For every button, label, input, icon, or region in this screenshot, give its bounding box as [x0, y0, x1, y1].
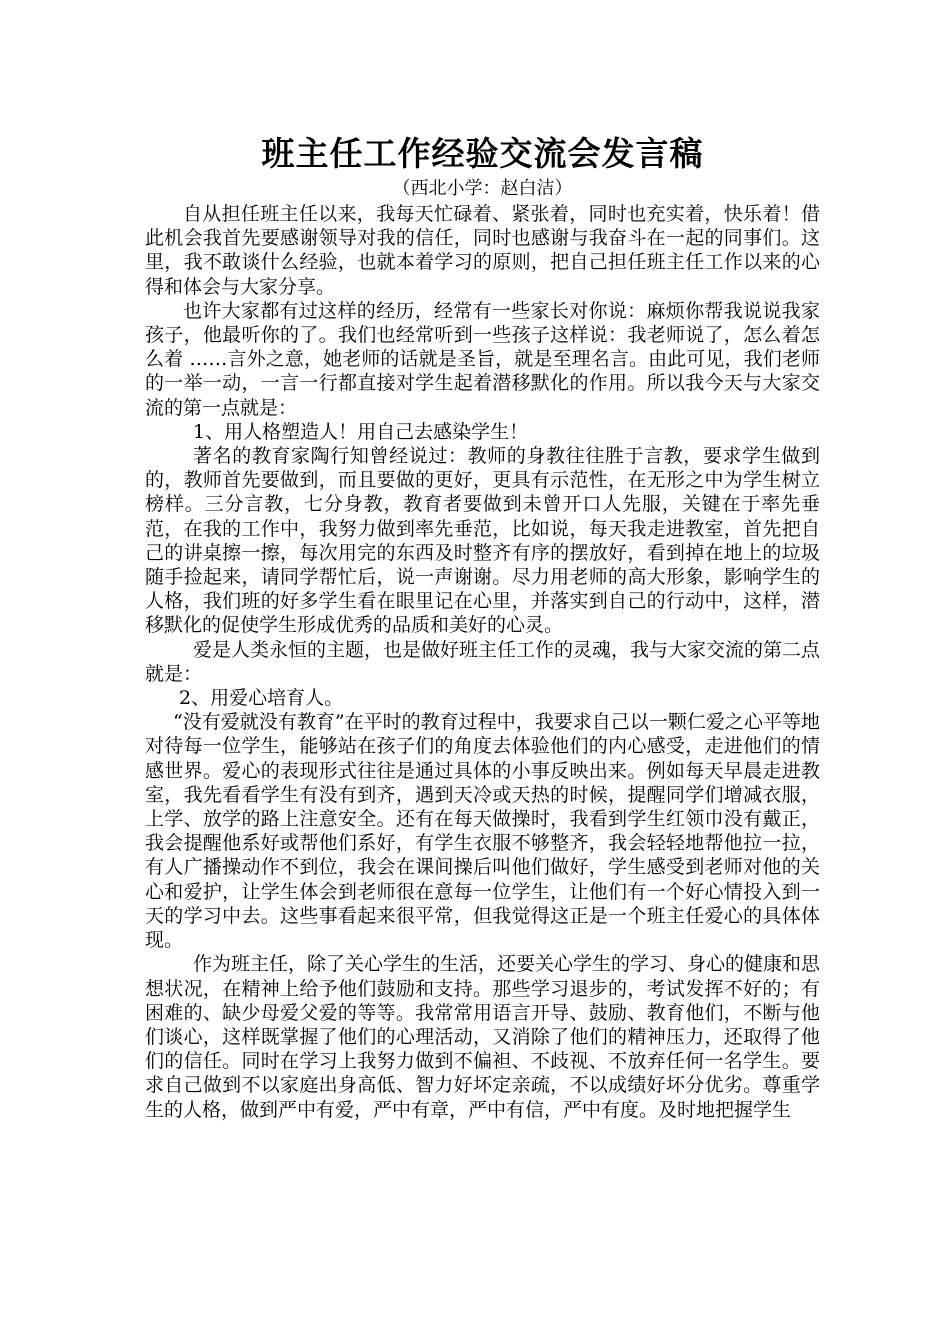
- paragraph-intro: 自从担任班主任以来，我每天忙碌着、紧张着，同时也充实着，快乐着！借此机会我首先要感谢领导对我的信任，同时也感谢与我奋斗在一起的同事们。这里，我不敢谈什么经验，也就本着学习的原则，把自己担任班主任工作以来的心得和体会与大家分享。: [145, 203, 820, 298]
- paragraph-role-model: 著名的教育家陶行知曾经说过：教师的身教往往胜于言教，要求学生做到的，教师首先要做到，而且要做的更好，更具有示范性，在无形之中为学生树立榜样。三分言教，七分身教，教育者要做到未曾开口人先服，关键在于率先垂范，在我的工作中，我努力做到率先垂范，比如说，每天我走进教室，首先把自己的讲桌擦一擦，每次用完的东西及时整齐有序的摆放好，看到掉在地上的垃圾随手捡起来，请同学帮忙后，说一声谢谢。尽力用老师的高大形象，影响学生的人格，我们班的好多学生看在眼里记在心里，并落实到自己的行动中，这样，潜移默化的促使学生形成优秀的品质和美好的心灵。: [145, 445, 820, 637]
- document-page: [145, 132, 820, 1122]
- section-heading-1: 1、用人格塑造人！用自己去感染学生！: [193, 420, 529, 443]
- paragraph-parents: 也许大家都有过这样的经历，经常有一些家长对你说：麻烦你帮我说说我家孩子，他最听你的了。我们也经常听到一些孩子这样说：我老师说了，怎么着怎么着 ……言外之意，她老师的话就是圣旨，就是至理名言。由此可见，我们老师的一举一动，一言一行都直接对学生起着潜移默化的作用。所以我今天与大家交流的第一点就是：: [145, 299, 820, 419]
- paragraph-love-theme: 爱是人类永恒的主题，也是做好班主任工作的灵魂，我与大家交流的第二点就是：: [145, 638, 821, 685]
- paragraph-love-education: “没有爱就没有教育”在平时的教育过程中，我要求自己以一颗仁爱之心平等地对待每一位学生，能够站在孩子们的角度去体验他们的内心感受，走进他们的情感世界。爱心的表现形式往往是通过具体的小事反映出来。例如每天早晨走进教室，我先看看学生有没有到齐，遇到天冷或天热的时候，提醒同学们增减衣服，上学、放学的路上注意安全。还有在每天做操时，我看到学生红领巾没有戴正，我会提醒他系好或帮他们系好，有学生衣服不够整齐，我会轻轻地帮他拉一拉，有人广播操动作不到位，我会在课间操后叫他们做好，学生感受到老师对他的关心和爱护，让学生体会到老师很在意每一位学生，让他们有一个好心情投入到一天的学习中去。这些事看起来很平常，但我觉得这正是一个班主任爱心的具体体现。: [145, 711, 820, 952]
- section-heading-2: 2、用爱心培育人。: [179, 687, 344, 710]
- document-title: 班主任工作经验交流会发言稿: [261, 134, 704, 173]
- document-subtitle: （西北小学：赵白洁）: [392, 178, 573, 199]
- paragraph-student-care: 作为班主任，除了关心学生的生活，还要关心学生的学习、身心的健康和思想状况，在精神上给予他们鼓励和支持。那些学习退步的，考试发挥不好的；有困难的、缺少母爱父爱的等等。我常常用语言开导、鼓励、教育他们，不断与他们谈心，这样既掌握了他们的心理活动，又消除了他们的精神压力，还取得了他们的信任。同时在学习上我努力做到不偏袒、不歧视、不放弃任何一名学生。要求自己做到不以家庭出身高低、智力好坏定亲疏，不以成绩好坏分优劣。尊重学生的人格，做到严中有爱，严中有章，严中有信，严中有度。及时地把握学生: [145, 953, 821, 1121]
